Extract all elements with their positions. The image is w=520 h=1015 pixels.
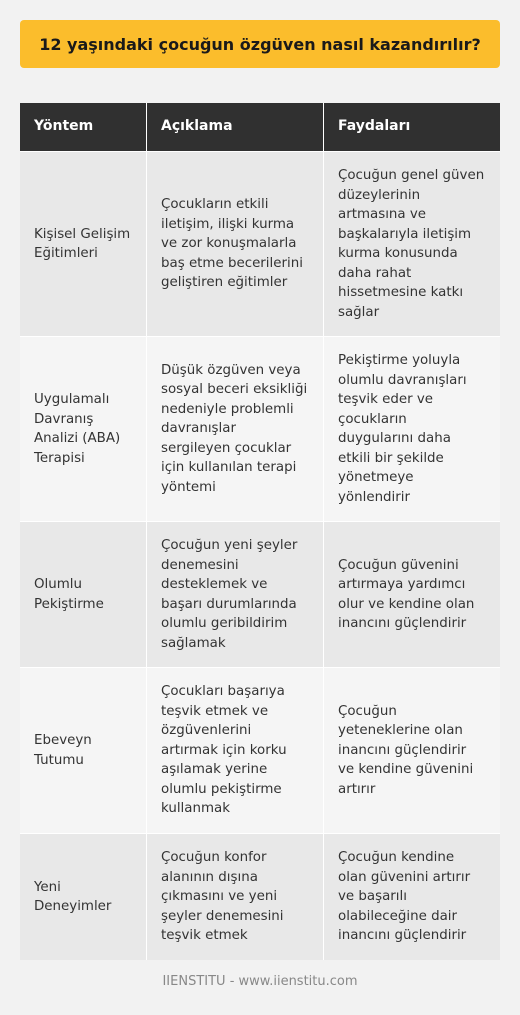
description-cell: Çocukları başarıya teşvik etmek ve özgüvenlerini artırmak için korku aşılamak yerine olumlu pekiştirme kullanmak xyxy=(146,668,323,833)
method-cell: Yeni Deneyimler xyxy=(34,879,112,914)
table-row xyxy=(20,521,500,667)
table-row xyxy=(20,336,500,521)
benefits-cell: Çocuğun genel güven düzeylerinin artmasına ve başkalarıyla iletişim kurma konusunda daha rahat hissetmesine katkı sağlar xyxy=(323,152,500,336)
title-banner xyxy=(20,20,500,68)
description-cell: Çocuğun konfor alanının dışına çıkmasını ve yeni şeyler denemesini teşvik etmek xyxy=(146,834,323,960)
benefits-cell: Çocuğun kendine olan güvenini artırır ve başarılı olabileceğine dair inancını güçlendirir xyxy=(323,834,500,960)
table-row xyxy=(20,151,500,336)
info-table xyxy=(20,103,500,960)
header-description: Açıklama xyxy=(146,103,323,151)
header-benefits: Faydaları xyxy=(323,103,500,151)
method-cell: Uygulamalı Davranış Analizi (ABA) Terapisi xyxy=(34,392,121,466)
table-header-row xyxy=(20,103,500,151)
description-cell: Çocuğun yeni şeyler denemesini desteklemek ve başarı durumlarında olumlu geribildirim sağlamak xyxy=(146,522,323,667)
method-cell: Olumlu Pekiştirme xyxy=(34,577,104,612)
description-cell: Çocukların etkili iletişim, ilişki kurma ve zor konuşmalarla baş etme becerilerini geliştiren eğitimler xyxy=(146,152,323,336)
description-cell: Düşük özgüven veya sosyal beceri eksikliği nedeniyle problemli davranışlar sergileyen çocuklar için kullanılan terapi yöntemi xyxy=(146,337,323,521)
table-row xyxy=(20,667,500,833)
method-cell: Ebeveyn Tutumu xyxy=(34,733,92,768)
header-method: Yöntem xyxy=(34,118,94,135)
benefits-cell: Çocuğun yeteneklerine olan inancını güçlendirir ve kendine güvenini artırır xyxy=(323,668,500,833)
benefits-cell: Pekiştirme yoluyla olumlu davranışları teşvik eder ve çocukların duygularını daha etkili bir şekilde yönetmeye yönlendirir xyxy=(323,337,500,521)
benefits-cell: Çocuğun güvenini artırmaya yardımcı olur ve kendine olan inancını güçlendirir xyxy=(323,522,500,667)
method-cell: Kişisel Gelişim Eğitimleri xyxy=(34,226,131,261)
table-row xyxy=(20,833,500,960)
footer-credit: IIENSTITU - www.iienstitu.com xyxy=(162,974,358,989)
page-title: 12 yaşındaki çocuğun özgüven nasıl kazandırılır? xyxy=(39,34,481,54)
